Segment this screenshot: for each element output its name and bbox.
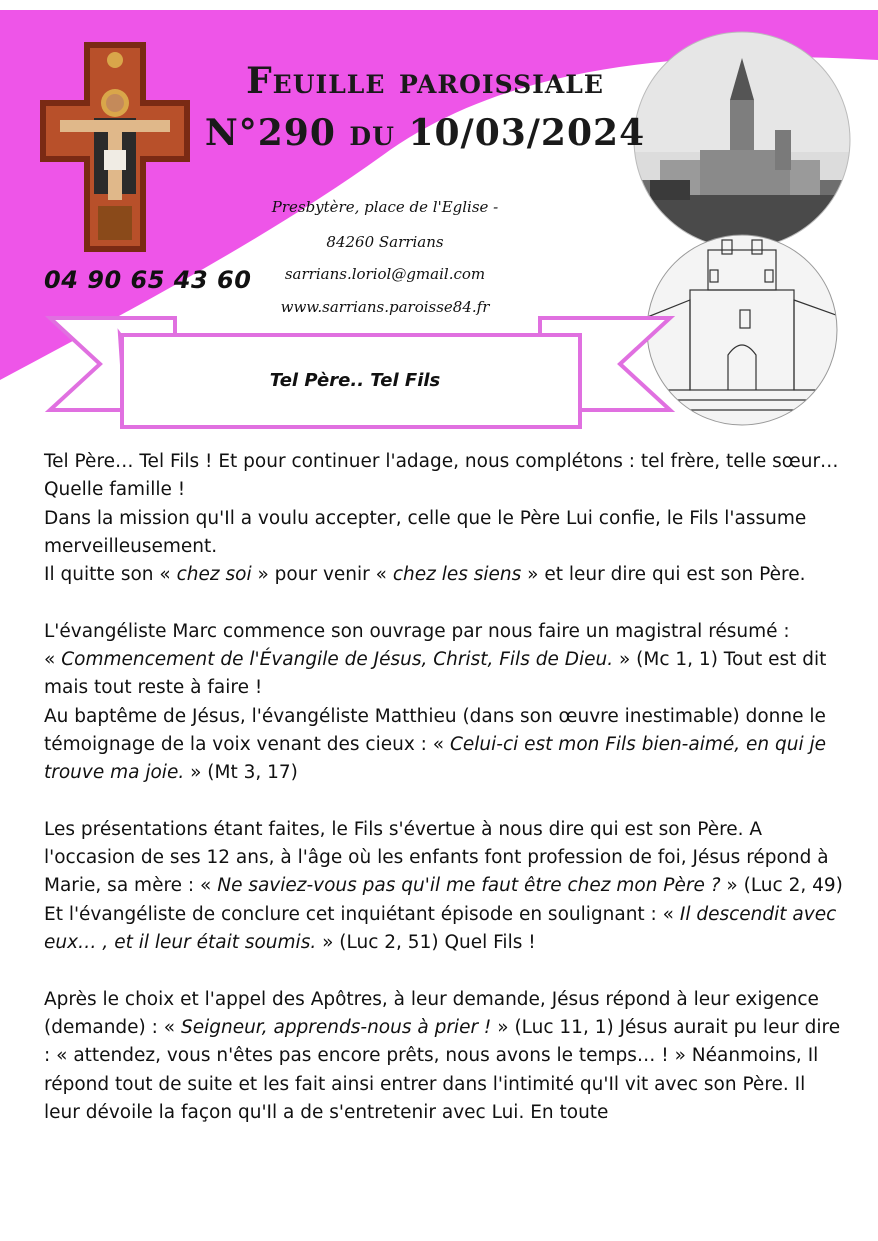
paragraph-2b-text: « xyxy=(44,649,62,671)
email-address: sarrians.loriol@gmail.com xyxy=(284,265,486,283)
paragraph-4-quote: Seigneur, apprends-nous à prier ! xyxy=(180,1016,492,1038)
paragraph-4-text: Après le choix et l'appel des Apôtres, à leur demande, Jésus répond à leur exigence (demande) : « xyxy=(44,988,819,1038)
paragraph-3 xyxy=(44,816,844,957)
paragraph-2 xyxy=(44,618,844,788)
paragraph-1b: Dans la mission qu'Il a voulu accepter, celle que le Père Lui confie, le Fils l'assume merveilleusement. xyxy=(44,507,807,557)
paragraph-2b-text: » (Mc 1, 1) Tout est dit mais tout reste à faire ! xyxy=(44,649,827,699)
phone-number: 04 90 65 43 60 xyxy=(44,266,252,294)
paragraph-1c-text: » et leur dire qui est son Père. xyxy=(521,564,806,586)
paragraph-2c-text: » (Mt 3, 17) xyxy=(184,762,298,784)
paragraph-2b-quote: Commencement de l'Évangile de Jésus, Christ, Fils de Dieu. xyxy=(61,649,614,671)
paragraph-3-quote: Ne saviez-vous pas qu'il me faut être chez mon Père ? xyxy=(217,875,721,897)
banner-title: Tel Père.. Tel Fils xyxy=(269,370,441,391)
paragraph-2c-quote: Celui-ci est mon Fils bien-aimé, en qui je trouve ma joie. xyxy=(44,733,827,784)
paragraph-1c-quote: chez les siens xyxy=(392,564,522,586)
paragraph-2a: L'évangéliste Marc commence son ouvrage par nous faire un magistral résumé : xyxy=(44,620,790,642)
church-drawing xyxy=(640,235,850,425)
header xyxy=(0,0,878,430)
paragraph-4 xyxy=(44,986,844,1127)
address-line1: Presbytère, place de l'Eglise - xyxy=(271,198,499,216)
paragraph-1c-text: Il quitte son « xyxy=(44,564,177,586)
paragraph-3-text: » (Luc 2, 51) Quel Fils ! xyxy=(316,932,536,954)
paragraph-1c-quote: chez soi xyxy=(176,564,252,586)
article-body xyxy=(44,448,844,1155)
paragraph-1a: Tel Père… Tel Fils ! Et pour continuer l'adage, nous complétons : tel frère, telle sœur… Quelle famille ! xyxy=(44,451,839,501)
paragraph-1c-text: » pour venir « xyxy=(251,564,393,586)
paragraph-2c-text: Au baptême de Jésus, l'évangéliste Matthieu (dans son œuvre inestimable) donne le témoignage de la voix venant des cieux : « xyxy=(44,705,826,755)
paragraph-3-text: Les présentations étant faites, le Fils s'évertue à nous dire qui est son Père. A l'occasion de ses 12 ans, à l'âge où les enfants font profession de foi, Jésus répond à Marie, sa mère : « xyxy=(44,818,829,897)
paragraph-1 xyxy=(44,448,844,589)
paragraph-3-quote: Il descendit avec eux… , et il leur était soumis. xyxy=(44,903,837,954)
page-title-line2: N°290 du 10/03/2024 xyxy=(204,112,646,154)
address-line2: 84260 Sarrians xyxy=(326,233,444,251)
paragraph-4-text: » (Luc 11, 1) Jésus aurait pu leur dire : « attendez, vous n'êtes pas encore prêts, nous avons le temps… ! » Néanmoins, Il répond tout de suite et les fait ainsi entrer dans l'intimité qu'Il vit avec son Père. Il leur dévoile la façon qu'Il a de s'entretenir avec Lui. En toute xyxy=(44,1016,841,1123)
page-title-line1: Feuille paroissiale xyxy=(246,60,604,102)
paragraph-3-text: » (Luc 2, 49) Et l'évangéliste de conclure cet inquiétant épisode en soulignant : « xyxy=(44,875,843,925)
website-address: www.sarrians.paroisse84.fr xyxy=(280,298,490,316)
